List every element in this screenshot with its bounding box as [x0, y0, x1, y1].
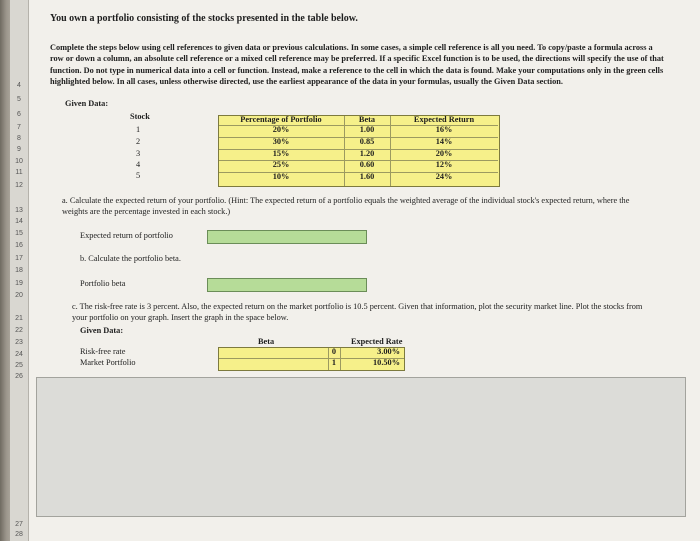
- sml-expected-rate-header: Expected Rate: [351, 337, 403, 346]
- percentage-cell[interactable]: 20%: [272, 125, 290, 134]
- beta-cell[interactable]: 1.60: [359, 172, 375, 181]
- market-rate-cell[interactable]: 10.50%: [373, 358, 400, 367]
- row-number[interactable]: 27: [15, 521, 23, 528]
- row-number[interactable]: 6: [17, 111, 21, 118]
- row-number[interactable]: 24: [15, 351, 23, 358]
- risk-free-beta-cell[interactable]: 0: [331, 347, 337, 356]
- risk-free-rate-label: Risk-free rate: [80, 347, 126, 356]
- row-number[interactable]: 12: [15, 182, 23, 189]
- expected-return-cell[interactable]: 24%: [435, 172, 453, 181]
- given-data-label: Given Data:: [65, 99, 109, 108]
- beta-cell[interactable]: 0.85: [359, 137, 375, 146]
- row-number[interactable]: 21: [15, 315, 23, 322]
- beta-header: Beta: [358, 115, 376, 124]
- row-number[interactable]: 23: [15, 339, 23, 346]
- beta-cell[interactable]: 0.60: [359, 160, 375, 169]
- row-number[interactable]: 7: [17, 124, 21, 131]
- stock-number: 4: [136, 160, 141, 169]
- row-number[interactable]: 5: [17, 96, 21, 103]
- percentage-cell[interactable]: 10%: [272, 172, 290, 181]
- part-a-question: a. Calculate the expected return of your portfolio. (Hint: The expected return of a portfolio equals the weighted average of the individual stock's expected return, where the weights are the percentage invested in each stock.): [62, 196, 630, 217]
- stock-number: 1: [136, 125, 141, 134]
- page-title: You own a portfolio consisting of the stocks presented in the table below.: [50, 13, 358, 24]
- spreadsheet: [10, 0, 700, 541]
- row-number[interactable]: 4: [17, 82, 21, 89]
- portfolio-beta-answer-cell[interactable]: [207, 278, 367, 292]
- row-number[interactable]: 17: [15, 255, 23, 262]
- part-c-question: c. The risk-free rate is 3 percent. Also, the expected return on the market portfolio is 10.5 percent. Given that information, plot the security market line. Plot the stocks from your portfolio on your graph. Insert the graph in the space below.: [72, 302, 643, 323]
- graph-area[interactable]: [36, 377, 686, 517]
- percentage-cell[interactable]: 25%: [272, 160, 290, 169]
- row-number[interactable]: 28: [15, 531, 23, 538]
- expected-return-cell[interactable]: 14%: [435, 137, 453, 146]
- row-number[interactable]: 8: [17, 135, 21, 142]
- instructions-text: Complete the steps below using cell references to given data or previous calculations. In some cases, a simple cell reference is all you need. To copy/paste a formula across a row or down a column, an absolute cell reference or a mixed cell reference may be preferred. If a specific Excel function is to be used, the directions will specify the use of that function. Do not type in numerical data into a cell or function. Instead, make a reference to the cell in which the data is found. Make your computations only in the green cells highlighted below. In all cases, unless otherwise directed, use the earliest appearance of the data in your formulas, usually the Given Data section.: [50, 43, 664, 87]
- part-c-given-data-label: Given Data:: [80, 326, 124, 335]
- beta-cell[interactable]: 1.00: [359, 125, 375, 134]
- stock-number: 2: [136, 137, 141, 146]
- row-number[interactable]: 14: [15, 218, 23, 225]
- row-number[interactable]: 15: [15, 230, 23, 237]
- percentage-cell[interactable]: 30%: [272, 137, 290, 146]
- portfolio-beta-label: Portfolio beta: [80, 279, 126, 288]
- row-number[interactable]: 25: [15, 362, 23, 369]
- row-number[interactable]: 19: [15, 280, 23, 287]
- row-number[interactable]: 13: [15, 207, 23, 214]
- row-number[interactable]: 20: [15, 292, 23, 299]
- expected-return-label: Expected return of portfolio: [80, 231, 173, 240]
- risk-free-rate-cell[interactable]: 3.00%: [377, 347, 400, 356]
- row-number[interactable]: 10: [15, 158, 23, 165]
- sml-beta-header: Beta: [258, 337, 275, 346]
- expected-return-cell[interactable]: 16%: [435, 125, 453, 134]
- market-beta-cell[interactable]: 1: [331, 358, 337, 367]
- beta-cell[interactable]: 1.20: [359, 149, 375, 158]
- part-b-question: b. Calculate the portfolio beta.: [80, 254, 181, 263]
- row-header-column: [10, 0, 29, 541]
- row-number[interactable]: 11: [15, 169, 23, 176]
- row-number[interactable]: 22: [15, 327, 23, 334]
- row-number[interactable]: 9: [17, 146, 21, 153]
- market-portfolio-label: Market Portfolio: [80, 358, 136, 367]
- expected-return-answer-cell[interactable]: [207, 230, 367, 244]
- row-number[interactable]: 18: [15, 267, 23, 274]
- row-number[interactable]: 16: [15, 242, 23, 249]
- stock-header: Stock: [130, 112, 150, 121]
- percentage-cell[interactable]: 15%: [272, 149, 290, 158]
- expected-return-header: Expected Return: [413, 115, 475, 124]
- stock-number: 3: [136, 149, 141, 158]
- row-number[interactable]: 26: [15, 373, 23, 380]
- expected-return-cell[interactable]: 12%: [435, 160, 453, 169]
- stock-number: 5: [136, 171, 141, 180]
- expected-return-cell[interactable]: 20%: [435, 149, 453, 158]
- percentage-header: Percentage of Portfolio: [240, 115, 322, 124]
